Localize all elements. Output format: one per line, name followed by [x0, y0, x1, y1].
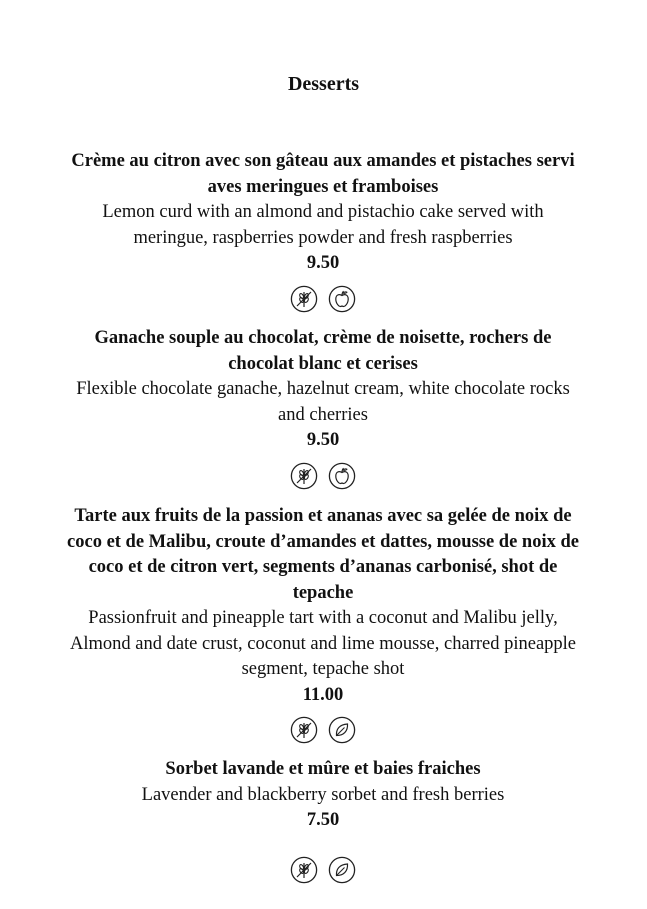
allergen-icons [64, 716, 582, 744]
leaf-icon [328, 716, 356, 744]
item-price: 11.00 [302, 684, 344, 705]
item-english-description: Lemon curd with an almond and pistachio cake served with meringue, raspberries powder and fresh raspberries [102, 202, 544, 248]
item-english-description: Passionfruit and pineapple tart with a coconut and Malibu jelly, Almond and date crust, coconut and lime mousse, charred pineapple segment, tepache shot [69, 608, 577, 679]
item-price: 7.50 [306, 810, 340, 830]
wheat-icon [290, 462, 318, 490]
wheat-icon [290, 856, 318, 884]
allergen-icons [64, 856, 582, 884]
item-english-description: Lavender and blackberry sorbet and fresh berries [141, 784, 505, 805]
apple-icon [328, 462, 356, 490]
menu-item [64, 504, 582, 744]
item-french-name: Ganache souple au chocolat, crème de noisette, rochers de chocolat blanc et cerises [94, 328, 552, 374]
item-price: 9.50 [306, 253, 340, 273]
menu-item [64, 757, 582, 884]
menu-title: Desserts [287, 73, 360, 95]
menu-item [64, 149, 582, 313]
item-french-name: Crème au citron avec son gâteau aux amandes et pistaches servi aves meringues et framboises [71, 151, 575, 197]
allergen-icons [64, 462, 582, 490]
wheat-icon [290, 285, 318, 313]
item-price: 9.50 [306, 430, 340, 450]
item-french-name: Tarte aux fruits de la passion et ananas avec sa gelée de noix de coco et de Malibu, croute d’amandes et dattes, mousse de noix de coco et de citron vert, segments d’ananas carbonisé, shot de tepache [67, 506, 579, 603]
menu-item [64, 326, 582, 490]
leaf-icon [328, 856, 356, 884]
item-french-name: Sorbet lavande et mûre et baies fraiches [165, 759, 481, 779]
wheat-icon [290, 716, 318, 744]
item-english-description: Flexible chocolate ganache, hazelnut cream, white chocolate rocks and cherries [76, 379, 570, 425]
apple-icon [328, 285, 356, 313]
allergen-icons [64, 285, 582, 313]
